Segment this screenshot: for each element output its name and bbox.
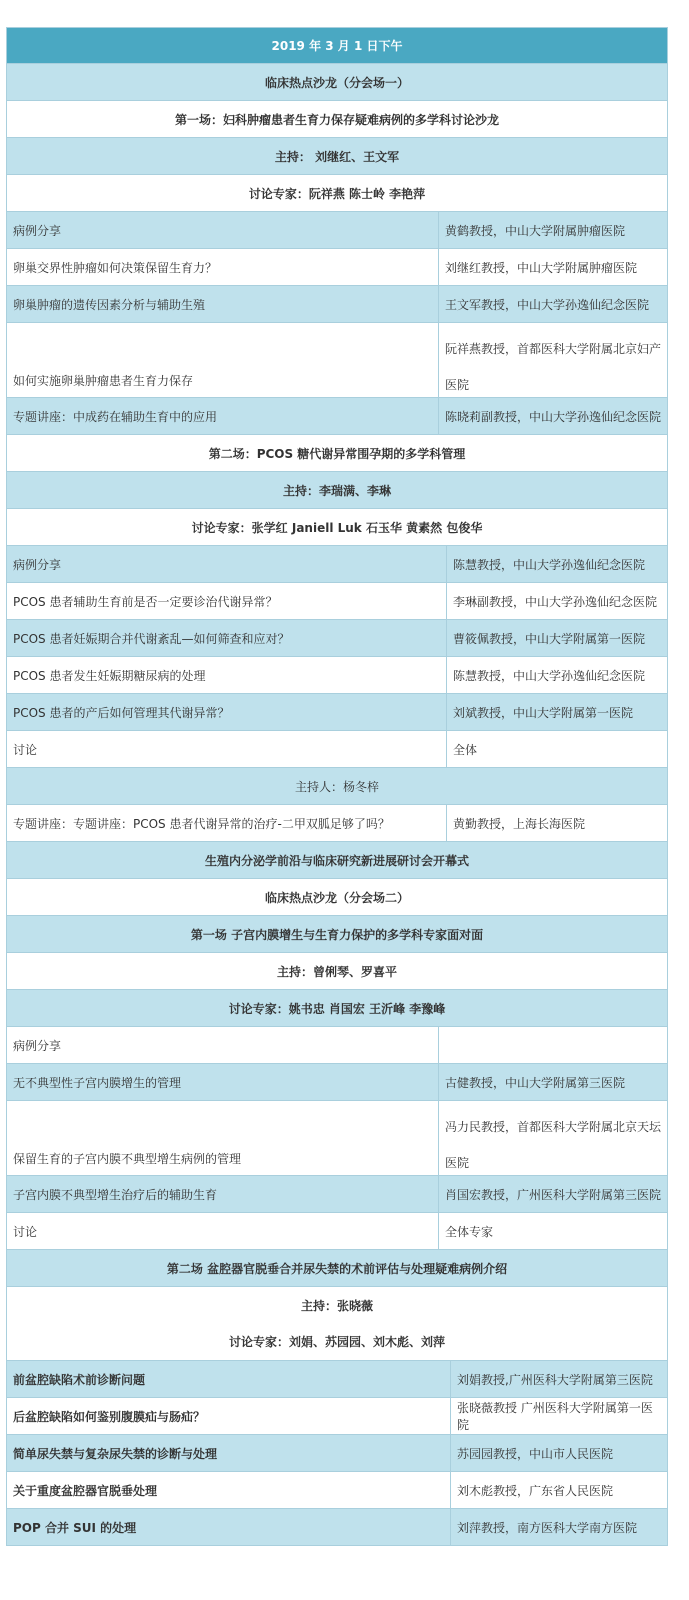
- section-header-text: 第一场：妇科肿瘤患者生育力保存疑难病例的多学科讨论沙龙: [174, 112, 499, 127]
- speaker-cell: 苏园园教授，中山市人民医院: [457, 1446, 614, 1461]
- speaker-cell: 张晓薇教授 广州医科大学附属第一医院: [457, 1401, 653, 1432]
- speaker-cell: 刘继红教授，中山大学附属肿瘤医院: [445, 260, 638, 275]
- speaker-cell: 王文军教授，中山大学孙逸仙纪念医院: [445, 297, 650, 312]
- speaker-cell: 陈慧教授，中山大学孙逸仙纪念医院: [453, 557, 646, 572]
- speaker-cell: 古健教授，中山大学附属第三医院: [445, 1075, 626, 1090]
- schedule-table: [6, 27, 668, 1546]
- topic-cell: 简单尿失禁与复杂尿失禁的诊断与处理: [7, 1435, 451, 1471]
- table-row: [6, 398, 668, 435]
- topic-cell: POP 合并 SUI 的处理: [7, 1509, 451, 1545]
- topic-cell: PCOS 患者辅助生育前是否一定要诊治代谢异常？: [7, 583, 447, 619]
- date-heading: 2019 年 3 月 1 日下午: [271, 39, 403, 53]
- table-row: [6, 805, 668, 842]
- topic-cell: 病例分享: [7, 546, 447, 582]
- speaker-cell: 李琳副教授，中山大学孙逸仙纪念医院: [453, 594, 658, 609]
- topic-cell: 专题讲座：中成药在辅助生育中的应用: [7, 398, 439, 434]
- section-header: [6, 879, 668, 916]
- table-title: [6, 27, 668, 64]
- section-header: [6, 768, 668, 805]
- speaker-cell: [439, 1027, 667, 1063]
- speaker-cell: [439, 323, 667, 397]
- table-row: [6, 731, 668, 768]
- section-header: [6, 64, 668, 101]
- speaker-cell: 陈慧教授，中山大学孙逸仙纪念医院: [453, 668, 646, 683]
- topic-cell: 专题讲座：专题讲座：PCOS 患者代谢异常的治疗-二甲双胍足够了吗？: [7, 805, 447, 841]
- speaker-cell: 刘斌教授，中山大学附属第一医院: [453, 705, 634, 720]
- speaker-cell: 肖国宏教授，广州医科大学附属第三医院: [445, 1187, 662, 1202]
- section-header: [6, 916, 668, 953]
- topic-cell: PCOS 患者发生妊娠期糖尿病的处理: [7, 657, 447, 693]
- table-row: [6, 212, 668, 249]
- speaker-cell: 全体: [453, 742, 478, 757]
- table-row: [6, 1435, 668, 1472]
- speaker-cell: 黄勤教授，上海长海医院: [453, 816, 586, 831]
- speaker-line: 阮祥燕教授，首都医科大学附属北京妇产: [445, 342, 662, 356]
- table-row: [6, 1213, 668, 1250]
- section-header: [6, 175, 668, 212]
- speaker-line: 医院: [445, 1156, 470, 1170]
- section-header-text: 临床热点沙龙（分会场一）: [264, 75, 409, 90]
- topic-cell: 卵巢肿瘤的遗传因素分析与辅助生殖: [7, 286, 439, 322]
- section-header: [6, 953, 668, 990]
- topic-cell: 讨论: [7, 731, 447, 767]
- speaker-cell: 曹筱佩教授，中山大学附属第一医院: [453, 631, 646, 646]
- section-header-text: 临床热点沙龙（分会场二）: [264, 890, 409, 905]
- section-header-text: 讨论专家：刘娟、苏园园、刘木彪、刘萍: [228, 1335, 445, 1350]
- table-row: [6, 546, 668, 583]
- section-header-text: 生殖内分泌学前沿与临床研究新进展研讨会开幕式: [204, 853, 469, 868]
- topic-cell: 保留生育的子宫内膜不典型增生病例的管理: [7, 1101, 439, 1175]
- section-header-text: 讨论专家：阮祥燕 陈士岭 李艳萍: [248, 186, 426, 201]
- topic-cell: 如何实施卵巢肿瘤患者生育力保存: [7, 323, 439, 397]
- section-header: [6, 990, 668, 1027]
- table-row: [6, 1101, 668, 1176]
- table-row: [6, 583, 668, 620]
- topic-cell: 病例分享: [7, 212, 439, 248]
- section-header-text: 主持：李瑞满、李琳: [282, 483, 391, 498]
- section-header-text: 第二场 盆腔器官脱垂合并尿失禁的术前评估与处理疑难病例介绍: [166, 1261, 508, 1276]
- table-row: [6, 1027, 668, 1064]
- speaker-cell: 刘娟教授,广州医科大学附属第三医院: [457, 1372, 653, 1387]
- topic-cell: 关于重度盆腔器官脱垂处理: [7, 1472, 451, 1508]
- section-header-text: 第二场：PCOS 糖代谢异常围孕期的多学科管理: [208, 446, 466, 461]
- speaker-cell: [439, 1101, 667, 1175]
- table-row: [6, 1398, 668, 1435]
- section-header-text: 主持： 刘继红、王文军: [274, 149, 400, 164]
- section-header-text: 主持人：杨冬梓: [294, 779, 379, 794]
- topic-cell: PCOS 患者的产后如何管理其代谢异常？: [7, 694, 447, 730]
- table-row: [6, 657, 668, 694]
- table-row: [6, 694, 668, 731]
- speaker-cell: 黄鹤教授，中山大学附属肿瘤医院: [445, 223, 626, 238]
- schedule-rows: [6, 64, 668, 1546]
- table-row: [6, 249, 668, 286]
- section-header-text: 主持：张晓薇: [300, 1298, 373, 1313]
- section-header: [6, 138, 668, 175]
- table-row: [6, 1176, 668, 1213]
- section-header-text: 主持：曾俐琴、罗喜平: [276, 964, 397, 979]
- speaker-line: 冯力民教授，首都医科大学附属北京天坛: [445, 1120, 662, 1134]
- section-header: [6, 509, 668, 546]
- section-header-text: 讨论专家：张学红 Janiell Luk 石玉华 黄素然 包俊华: [191, 520, 483, 535]
- section-header-stack: [6, 1287, 668, 1361]
- speaker-line: 医院: [445, 378, 470, 392]
- speaker-cell: 陈晓莉副教授，中山大学孙逸仙纪念医院: [445, 409, 662, 424]
- speaker-cell: 全体专家: [445, 1224, 494, 1239]
- topic-cell: 卵巢交界性肿瘤如何决策保留生育力？: [7, 249, 439, 285]
- topic-cell: 无不典型性子宫内膜增生的管理: [7, 1064, 439, 1100]
- section-header: [6, 435, 668, 472]
- section-header-text: 讨论专家：姚书忠 肖国宏 王沂峰 李豫峰: [228, 1001, 446, 1016]
- section-header: [6, 1250, 668, 1287]
- topic-cell: 病例分享: [7, 1027, 439, 1063]
- topic-cell: 后盆腔缺陷如何鉴别腹膜疝与肠疝？: [7, 1398, 451, 1434]
- topic-cell: 子宫内膜不典型增生治疗后的辅助生育: [7, 1176, 439, 1212]
- table-row: [6, 323, 668, 398]
- topic-cell: 讨论: [7, 1213, 439, 1249]
- speaker-cell: 刘萍教授，南方医科大学南方医院: [457, 1520, 638, 1535]
- section-header: [6, 101, 668, 138]
- table-row: [6, 1064, 668, 1101]
- section-header: [6, 842, 668, 879]
- table-row: [6, 1509, 668, 1546]
- topic-cell: 前盆腔缺陷术前诊断问题: [7, 1361, 451, 1397]
- section-header: [6, 472, 668, 509]
- table-row: [6, 620, 668, 657]
- speaker-cell: 刘木彪教授，广东省人民医院: [457, 1483, 614, 1498]
- table-row: [6, 1472, 668, 1509]
- topic-cell: PCOS 患者妊娠期合并代谢紊乱—如何筛查和应对？: [7, 620, 447, 656]
- table-row: [6, 1361, 668, 1398]
- table-row: [6, 286, 668, 323]
- section-header-text: 第一场 子宫内膜增生与生育力保护的多学科专家面对面: [190, 927, 484, 942]
